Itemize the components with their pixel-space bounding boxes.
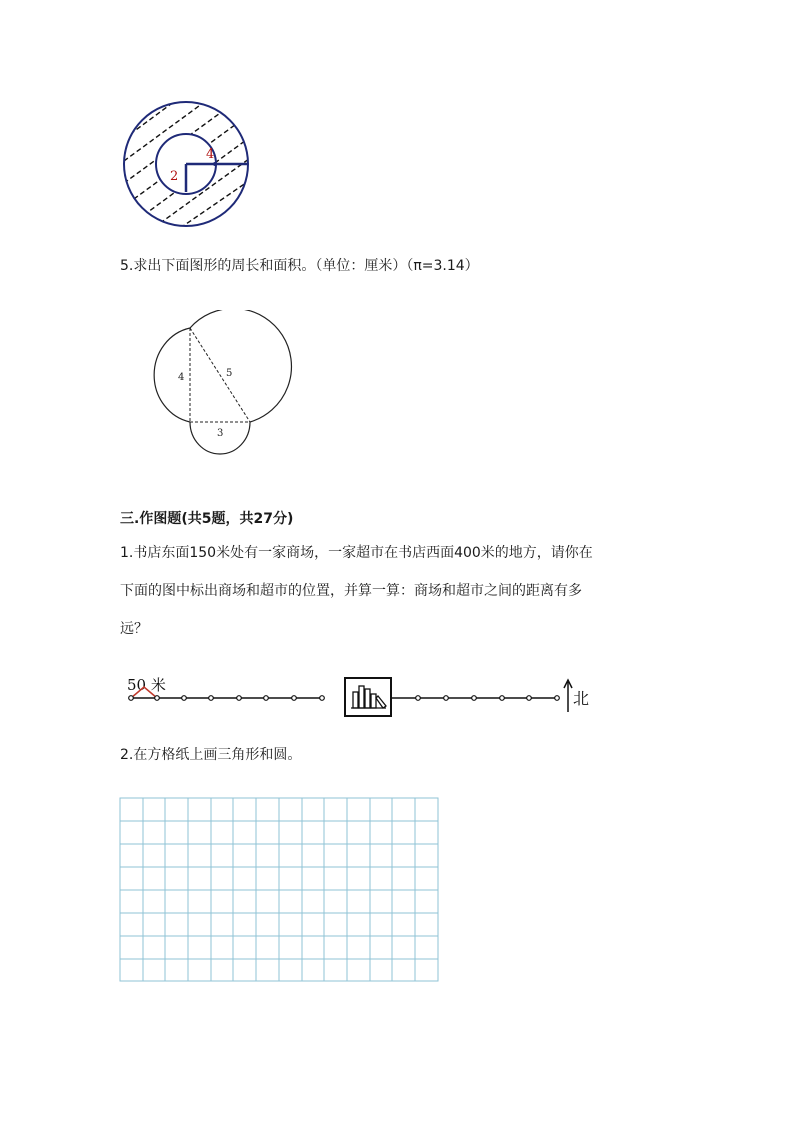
north-label: 北 [573, 689, 590, 708]
question-1-line-3: 远？ [120, 621, 148, 637]
section-3-title: 三.作图题(共5题，共27分) [120, 511, 294, 527]
circles-figure [134, 310, 294, 465]
left-semicircle [154, 328, 190, 422]
label-4: 4 [178, 372, 185, 383]
question-1-line-2: 下面的图中标出商场和超市的位置，并算一算：商场和超市之间的距离有多 [120, 583, 582, 599]
grid-paper[interactable] [119, 797, 441, 983]
ring-inner-label: 2 [170, 169, 179, 184]
question-1-line-1: 1.书店东面150米处有一家商场，一家超市在书店西面400米的地方，请你在 [120, 545, 593, 561]
dashed-side-5 [190, 328, 250, 422]
question-5-text: 5.求出下面图形的周长和面积。（单位：厘米）（π=3.14） [120, 258, 479, 274]
bookstore-icon [345, 678, 391, 716]
label-3: 3 [217, 428, 224, 439]
ring-figure [118, 96, 258, 236]
big-circle-arc [190, 310, 291, 422]
ring-outer-label: 4 [206, 147, 215, 162]
label-5: 5 [226, 368, 233, 379]
scale-label: 50 米 [127, 676, 166, 694]
question-2-text: 2.在方格纸上画三角形和圆。 [120, 747, 302, 763]
ring-hatching [118, 96, 258, 236]
number-line-figure [120, 670, 600, 720]
north-arrow-icon [564, 680, 572, 712]
